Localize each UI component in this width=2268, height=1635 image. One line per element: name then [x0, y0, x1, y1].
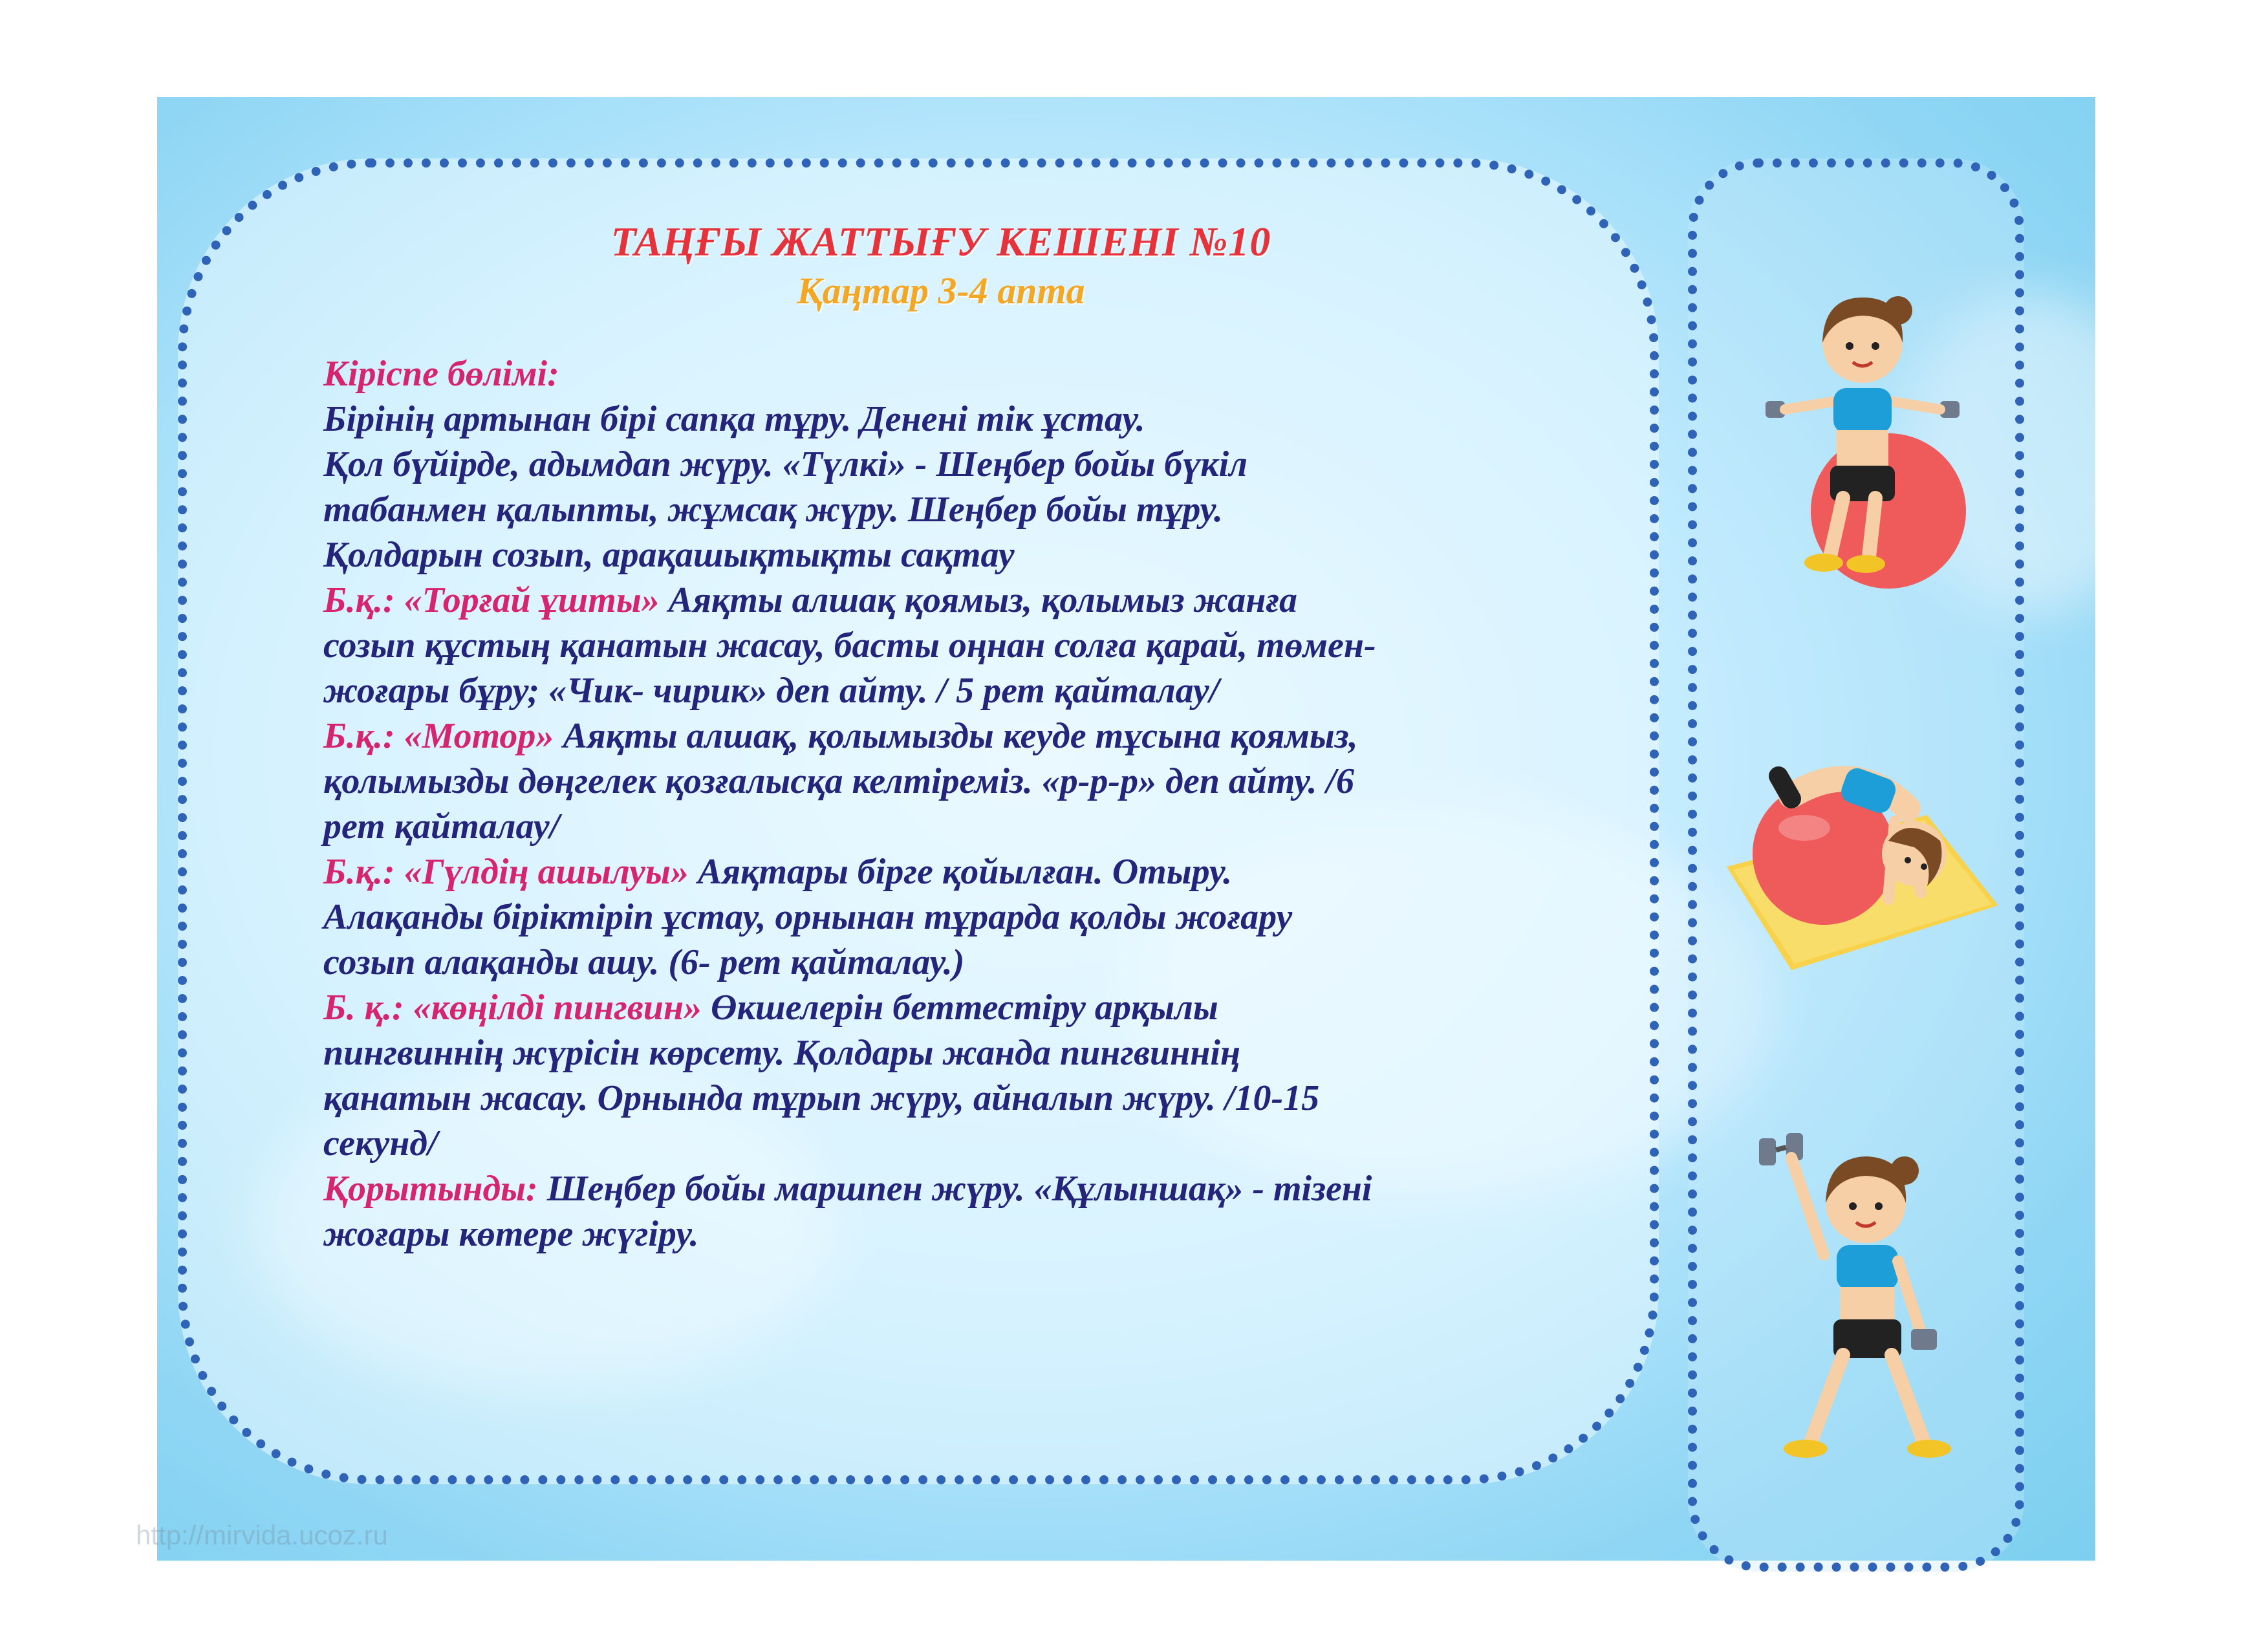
- text-line: Аяқтары бірге қойылған. Отыру.: [688, 852, 1233, 892]
- page-title: ТАҢҒЫ ЖАТТЫҒУ КЕШЕНІ №10: [610, 219, 1271, 265]
- text-line: Қол бүйірде, адымдап жүру. «Түлкі» - Шеңбер бойы бүкіл: [323, 444, 1247, 484]
- text-line: созып құстың қанатын жасау, басты оңнан солға қарай, төмен-: [323, 625, 1376, 666]
- girl-backbend-on-ball-icon: [1714, 737, 2011, 983]
- text-line: Аяқты алшақ, қолымызды кеуде тұсына қоямыз,: [554, 716, 1358, 756]
- section-exercise-1: [323, 578, 1584, 713]
- text-line: жоғары көтере жүгіру.: [323, 1214, 699, 1254]
- section-exercise-3: [323, 849, 1584, 985]
- text-line: Қолдарын созып, арақашықтықты сақтау: [323, 535, 1015, 575]
- text-line: Шеңбер бойы маршпен жүру. «Құлыншақ» - тізені: [537, 1169, 1372, 1209]
- text-line: жоғары бұру; «Чик- чирик» деп айту. / 5 рет қайталау/: [323, 671, 1220, 711]
- text-line: рет қайталау/: [323, 807, 560, 847]
- text-line: Бірінің артынан бірі сапқа тұру. Денені тік ұстау.: [323, 399, 1145, 439]
- section-label: Б.қ.: «Мотор»: [323, 716, 554, 756]
- text-line: Алақанды біріктіріп ұстау, орнынан тұрарда қолды жоғару: [323, 897, 1293, 937]
- girl-on-ball-dumbbells-icon: [1759, 272, 1972, 608]
- text-line: қолымызды дөңгелек қозғалысқа келтіреміз. «р-р-р» деп айту. /6: [323, 761, 1355, 801]
- text-line: секунд/: [323, 1123, 438, 1164]
- page-subtitle: Қаңтар 3-4 апта: [797, 270, 1085, 312]
- text-line: табанмен қалыпты, жұмсақ жүру. Шеңбер бойы тұру.: [323, 490, 1223, 530]
- girl-lifting-dumbbell-icon: [1746, 1125, 1979, 1475]
- text-line: Аяқты алшақ қоямыз, қолымыз жанға: [659, 580, 1297, 620]
- section-label: Қорытынды:: [323, 1169, 538, 1209]
- section-label: Б.қ.: «Торғай ұшты»: [323, 580, 660, 620]
- section-conclusion: [323, 1166, 1584, 1257]
- watermark-url: http://mirvida.ucoz.ru: [136, 1520, 388, 1550]
- section-label: Кіріспе бөлімі:: [323, 354, 559, 394]
- text-line: қанатын жасау. Орнында тұрып жүру, айналып жүру. /10-15: [323, 1078, 1320, 1118]
- exercise-text: [323, 217, 1584, 1257]
- section-exercise-2: [323, 713, 1584, 849]
- section-label: Б. қ.: «көңілді пингвин»: [323, 988, 702, 1028]
- section-label: Б.қ.: «Гүлдің ашылуы»: [323, 852, 689, 892]
- section-intro: [323, 351, 1584, 578]
- text-line: пингвиннің жүрісін көрсету. Қолдары жанда пингвиннің: [323, 1033, 1240, 1073]
- text-line: созып алақанды ашу. (6- рет қайталау.): [323, 942, 965, 982]
- text-line: Өкшелерін беттестіру арқылы: [702, 988, 1218, 1028]
- section-exercise-4: [323, 985, 1584, 1166]
